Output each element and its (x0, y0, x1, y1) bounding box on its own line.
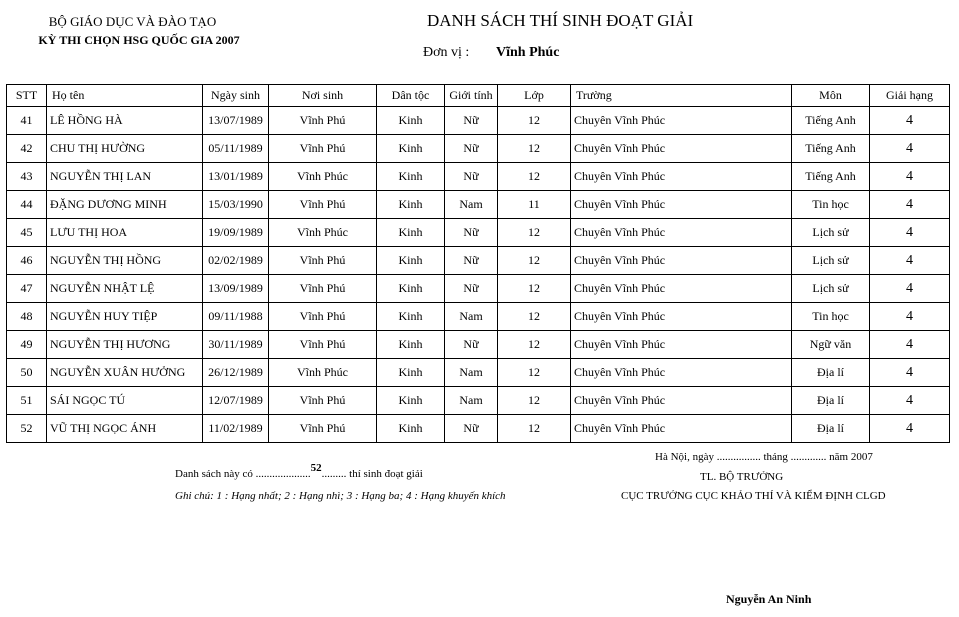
cell-name: NGUYỄN NHẬT LỆ (47, 275, 203, 303)
ministry-name: BỘ GIÁO DỤC VÀ ĐÀO TẠO (48, 14, 217, 29)
cell-grade: 12 (498, 107, 571, 135)
cell-gender: Nữ (445, 415, 498, 443)
col-header-school: Trường (571, 85, 792, 107)
cell-stt: 51 (7, 387, 47, 415)
cell-name: NGUYỄN XUÂN HƯỞNG (47, 359, 203, 387)
cell-school: Chuyên Vĩnh Phúc (571, 331, 792, 359)
cell-birthplace: Vĩnh Phú (269, 275, 377, 303)
cell-rank: 4 (870, 331, 950, 359)
cell-ethnicity: Kinh (377, 191, 445, 219)
signer-name: Nguyễn An Ninh (726, 592, 812, 606)
cell-birthplace: Vĩnh Phú (269, 331, 377, 359)
cell-school: Chuyên Vĩnh Phúc (571, 359, 792, 387)
cell-rank: 4 (870, 387, 950, 415)
cell-name: LƯU THỊ HOA (47, 219, 203, 247)
cell-stt: 49 (7, 331, 47, 359)
cell-grade: 12 (498, 163, 571, 191)
winners-table (6, 84, 950, 443)
cell-subject: Lịch sử (792, 219, 870, 247)
cell-ethnicity: Kinh (377, 303, 445, 331)
cell-birthplace: Vĩnh Phú (269, 247, 377, 275)
col-header-grade: Lớp (498, 85, 571, 107)
date-line: Hà Nội, ngày ................ tháng ............. năm 2007 (655, 451, 873, 463)
col-header-dob: Ngày sinh (203, 85, 269, 107)
table-row (7, 415, 950, 443)
cell-gender: Nữ (445, 219, 498, 247)
cell-gender: Nữ (445, 247, 498, 275)
cell-grade: 12 (498, 359, 571, 387)
cell-subject: Tiếng Anh (792, 163, 870, 191)
cell-stt: 46 (7, 247, 47, 275)
cell-name: NGUYỄN THỊ HỒNG (47, 247, 203, 275)
cell-subject: Ngữ văn (792, 331, 870, 359)
cell-school: Chuyên Vĩnh Phúc (571, 247, 792, 275)
table-header-row (7, 85, 950, 107)
cell-birthplace: Vĩnh Phú (269, 191, 377, 219)
cell-dob: 30/11/1989 (203, 331, 269, 359)
count-prefix: Danh sách này có .................... (175, 468, 311, 480)
cell-school: Chuyên Vĩnh Phúc (571, 219, 792, 247)
col-header-ethnicity: Dân tộc (377, 85, 445, 107)
cell-dob: 26/12/1989 (203, 359, 269, 387)
cell-gender: Nữ (445, 331, 498, 359)
count-value: 52 (310, 462, 322, 474)
cell-rank: 4 (870, 135, 950, 163)
cell-ethnicity: Kinh (377, 359, 445, 387)
col-header-rank: Giải hạng (870, 85, 950, 107)
col-header-gender: Giới tính (445, 85, 498, 107)
col-header-birthplace: Nơi sinh (269, 85, 377, 107)
cell-dob: 15/03/1990 (203, 191, 269, 219)
unit-label: Đơn vị : (423, 45, 470, 60)
cell-stt: 45 (7, 219, 47, 247)
cell-school: Chuyên Vĩnh Phúc (571, 387, 792, 415)
cell-stt: 43 (7, 163, 47, 191)
col-header-stt: STT (7, 85, 47, 107)
cell-dob: 11/02/1989 (203, 415, 269, 443)
cell-grade: 12 (498, 331, 571, 359)
cell-gender: Nam (445, 387, 498, 415)
cell-school: Chuyên Vĩnh Phúc (571, 163, 792, 191)
cell-ethnicity: Kinh (377, 163, 445, 191)
table-row (7, 275, 950, 303)
exam-name: KỲ THI CHỌN HSG QUỐC GIA 2007 (38, 33, 240, 47)
table-row (7, 191, 950, 219)
cell-subject: Lịch sử (792, 247, 870, 275)
table-row (7, 303, 950, 331)
cell-gender: Nữ (445, 107, 498, 135)
table-row (7, 219, 950, 247)
table-row (7, 135, 950, 163)
cell-rank: 4 (870, 219, 950, 247)
signatory-title: TL. BỘ TRƯỞNG (700, 471, 784, 483)
cell-subject: Tin học (792, 303, 870, 331)
table-row (7, 331, 950, 359)
cell-dob: 02/02/1989 (203, 247, 269, 275)
cell-school: Chuyên Vĩnh Phúc (571, 275, 792, 303)
cell-dob: 13/01/1989 (203, 163, 269, 191)
cell-birthplace: Vĩnh Phúc (269, 359, 377, 387)
col-header-name: Họ tên (47, 85, 203, 107)
cell-grade: 12 (498, 247, 571, 275)
cell-ethnicity: Kinh (377, 107, 445, 135)
cell-stt: 50 (7, 359, 47, 387)
cell-dob: 19/09/1989 (203, 219, 269, 247)
cell-ethnicity: Kinh (377, 331, 445, 359)
cell-birthplace: Vĩnh Phú (269, 415, 377, 443)
cell-name: LÊ HỒNG HÀ (47, 107, 203, 135)
rank-legend-note: Ghi chú: 1 : Hạng nhất; 2 : Hạng nhì; 3 : Hạng ba; 4 : Hạng khuyến khích (175, 490, 506, 502)
cell-rank: 4 (870, 163, 950, 191)
cell-gender: Nữ (445, 135, 498, 163)
cell-school: Chuyên Vĩnh Phúc (571, 191, 792, 219)
cell-grade: 12 (498, 275, 571, 303)
cell-grade: 12 (498, 387, 571, 415)
cell-dob: 09/11/1988 (203, 303, 269, 331)
cell-birthplace: Vĩnh Phú (269, 303, 377, 331)
col-header-subject: Môn (792, 85, 870, 107)
cell-dob: 12/07/1989 (203, 387, 269, 415)
cell-grade: 11 (498, 191, 571, 219)
cell-ethnicity: Kinh (377, 275, 445, 303)
cell-school: Chuyên Vĩnh Phúc (571, 415, 792, 443)
cell-dob: 13/07/1989 (203, 107, 269, 135)
cell-stt: 44 (7, 191, 47, 219)
cell-subject: Địa lí (792, 359, 870, 387)
cell-ethnicity: Kinh (377, 135, 445, 163)
cell-name: NGUYỄN THỊ LAN (47, 163, 203, 191)
cell-dob: 13/09/1989 (203, 275, 269, 303)
cell-school: Chuyên Vĩnh Phúc (571, 303, 792, 331)
cell-stt: 52 (7, 415, 47, 443)
cell-subject: Lịch sử (792, 275, 870, 303)
cell-birthplace: Vĩnh Phú (269, 107, 377, 135)
count-line (175, 462, 423, 480)
cell-name: SÁI NGỌC TÚ (47, 387, 203, 415)
cell-subject: Địa lí (792, 387, 870, 415)
table-row (7, 247, 950, 275)
cell-subject: Tiếng Anh (792, 107, 870, 135)
cell-birthplace: Vĩnh Phú (269, 387, 377, 415)
cell-rank: 4 (870, 191, 950, 219)
cell-grade: 12 (498, 219, 571, 247)
cell-stt: 47 (7, 275, 47, 303)
cell-school: Chuyên Vĩnh Phúc (571, 107, 792, 135)
cell-name: NGUYỄN HUY TIỆP (47, 303, 203, 331)
count-suffix: ......... thí sinh đoạt giải (321, 468, 423, 480)
cell-stt: 41 (7, 107, 47, 135)
cell-birthplace: Vĩnh Phúc (269, 219, 377, 247)
cell-subject: Tiếng Anh (792, 135, 870, 163)
cell-gender: Nữ (445, 163, 498, 191)
cell-ethnicity: Kinh (377, 247, 445, 275)
cell-rank: 4 (870, 359, 950, 387)
cell-rank: 4 (870, 303, 950, 331)
cell-ethnicity: Kinh (377, 387, 445, 415)
cell-grade: 12 (498, 415, 571, 443)
cell-name: ĐẶNG DƯƠNG MINH (47, 191, 203, 219)
cell-birthplace: Vĩnh Phú (269, 135, 377, 163)
cell-ethnicity: Kinh (377, 415, 445, 443)
cell-dob: 05/11/1989 (203, 135, 269, 163)
cell-school: Chuyên Vĩnh Phúc (571, 135, 792, 163)
cell-gender: Nam (445, 303, 498, 331)
signatory-organization: CỤC TRƯỞNG CỤC KHẢO THÍ VÀ KIỂM ĐỊNH CLGD (621, 490, 886, 502)
cell-birthplace: Vĩnh Phúc (269, 163, 377, 191)
cell-gender: Nam (445, 359, 498, 387)
cell-stt: 42 (7, 135, 47, 163)
cell-grade: 12 (498, 303, 571, 331)
cell-gender: Nam (445, 191, 498, 219)
cell-name: VŨ THỊ NGỌC ÁNH (47, 415, 203, 443)
cell-ethnicity: Kinh (377, 219, 445, 247)
cell-gender: Nữ (445, 275, 498, 303)
cell-stt: 48 (7, 303, 47, 331)
cell-name: NGUYỄN THỊ HƯƠNG (47, 331, 203, 359)
table-body (7, 107, 950, 443)
cell-subject: Tin học (792, 191, 870, 219)
table-row (7, 359, 950, 387)
table-row (7, 107, 950, 135)
page-title: DANH SÁCH THÍ SINH ĐOẠT GIẢI (427, 11, 694, 30)
cell-subject: Địa lí (792, 415, 870, 443)
cell-name: CHU THỊ HƯỜNG (47, 135, 203, 163)
table-row (7, 387, 950, 415)
cell-rank: 4 (870, 415, 950, 443)
cell-rank: 4 (870, 275, 950, 303)
table-row (7, 163, 950, 191)
cell-rank: 4 (870, 247, 950, 275)
cell-rank: 4 (870, 107, 950, 135)
cell-grade: 12 (498, 135, 571, 163)
unit-value: Vĩnh Phúc (496, 45, 560, 60)
